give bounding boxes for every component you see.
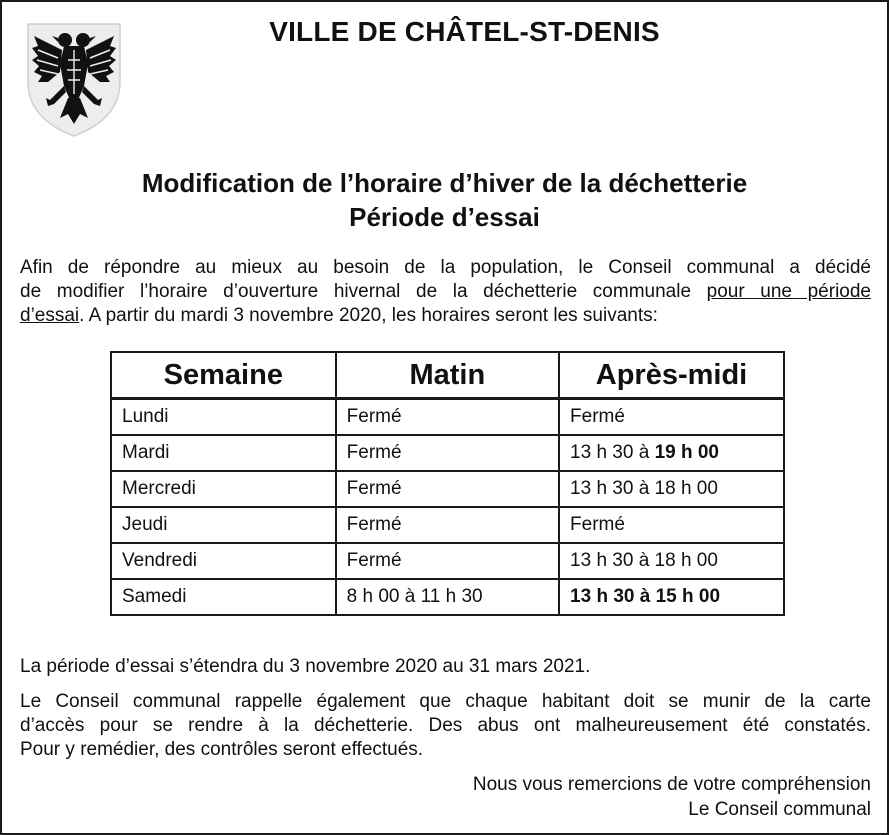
notice-headline (2, 166, 887, 234)
afternoon-cell: Fermé (559, 399, 784, 436)
table-row (111, 507, 784, 543)
afternoon-start: 13 h 30 à (570, 442, 655, 463)
morning-cell: Fermé (336, 507, 559, 543)
schedule-table (110, 351, 785, 616)
afternoon-end-bold: 19 h 00 (654, 442, 719, 463)
table-row (111, 579, 784, 615)
table-row (111, 435, 784, 471)
closing-block (473, 772, 871, 822)
header-week: Semaine (111, 352, 336, 399)
trial-period-note: La période d’essai s’étendra du 3 novembre 2020 au 31 mars 2021. (20, 656, 591, 677)
reminder-line-3: Pour y remédier, des contrôles seront effectués. (20, 739, 424, 760)
thanks-line: Nous vous remercions de votre compréhension (472, 774, 871, 795)
town-title: VILLE DE CHÂTEL-ST-DENIS (269, 16, 660, 47)
morning-cell: Fermé (336, 399, 559, 436)
afternoon-cell (559, 435, 784, 471)
intro-line-2-text: de modifier l’horaire d’ouverture hivernal de la déchetterie communale (20, 281, 707, 302)
headline-line-2: Période d’essai (349, 202, 540, 232)
intro-line-1: Afin de répondre au mieux au besoin de la population, le Conseil communal a décidé (20, 257, 871, 278)
afternoon-cell: 13 h 30 à 18 h 00 (559, 543, 784, 579)
morning-cell: Fermé (336, 471, 559, 507)
morning-cell: Fermé (336, 435, 559, 471)
trial-underlined: d’essai (20, 305, 80, 326)
intro-paragraph (20, 256, 871, 328)
afternoon-cell: Fermé (559, 507, 784, 543)
reminder-line-1: Le Conseil communal rappelle également que chaque habitant doit se munir de la carte (20, 691, 871, 712)
afternoon-cell: 13 h 30 à 18 h 00 (559, 471, 784, 507)
headline-line-1: Modification de l’horaire d’hiver de la déchetterie (141, 168, 748, 198)
day-cell: Jeudi (111, 507, 336, 543)
morning-cell: 8 h 00 à 11 h 30 (336, 579, 559, 615)
intro-line-3 (20, 304, 871, 328)
reminder-paragraph (20, 690, 871, 762)
morning-cell: Fermé (336, 543, 559, 579)
intro-line-2 (20, 280, 871, 304)
trial-period-underlined: pour une période (706, 281, 871, 302)
day-cell: Mercredi (111, 471, 336, 507)
header-morning: Matin (336, 352, 559, 399)
table-row (111, 471, 784, 507)
signature: Le Conseil communal (688, 799, 871, 820)
table-row (111, 543, 784, 579)
table-row (111, 399, 784, 436)
header-afternoon: Après-midi (559, 352, 784, 399)
day-cell: Samedi (111, 579, 336, 615)
reminder-line-2: d’accès pour se rendre à la déchetterie. Des abus ont malheureusement été constatés. (20, 715, 871, 736)
day-cell: Vendredi (111, 543, 336, 579)
day-cell: Lundi (111, 399, 336, 436)
intro-line-3-text: . A partir du mardi 3 novembre 2020, les horaires seront les suivants: (79, 305, 658, 326)
schedule-header-row (111, 352, 784, 399)
day-cell: Mardi (111, 435, 336, 471)
afternoon-cell: 13 h 30 à 15 h 00 (559, 579, 784, 615)
